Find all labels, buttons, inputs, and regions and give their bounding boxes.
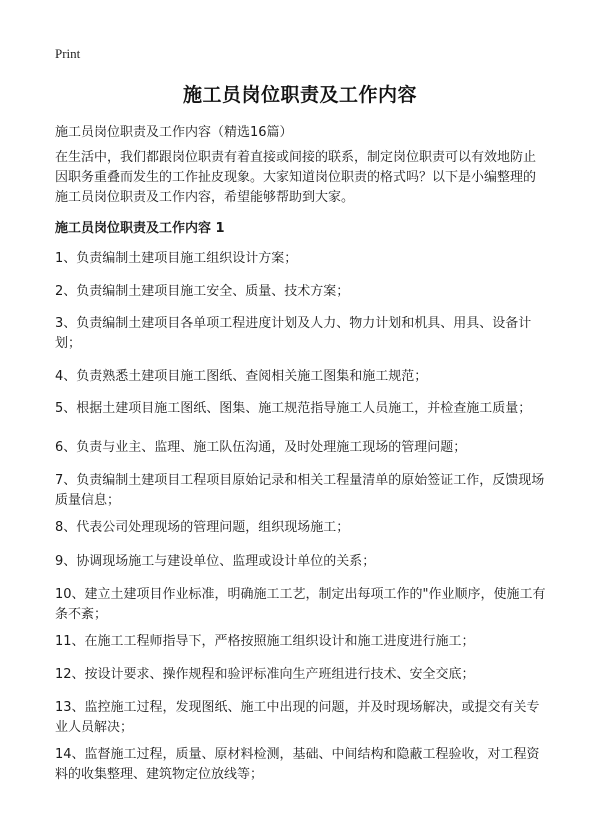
list-item: 11、在施工工程师指导下，严格按照施工组织设计和施工进度进行施工；: [55, 634, 475, 649]
list-item: 12、按设计要求、操作规程和验评标准向生产班组进行技术、安全交底；: [55, 667, 475, 682]
document-subtitle: 施工员岗位职责及工作内容（精选16篇）: [55, 125, 293, 140]
list-item: 2、负责编制土建项目施工安全、质量、技术方案；: [55, 284, 350, 299]
page-title: 施工员岗位职责及工作内容: [182, 84, 417, 106]
list-item: 3、负责编制土建项目各单项工程进度计划及人力、物力计划和机具、用具、设备计划；: [55, 316, 532, 351]
list-item: 7、负责编制土建项目工程项目原始记录和相关工程量清单的原始签证工作，反馈现场质量信息；: [55, 473, 545, 508]
list-item: 10、建立土建项目作业标准，明确施工工艺，制定出每项工作的"作业顺序，使施工有条不紊；: [55, 587, 546, 622]
list-item: 6、负责与业主、监理、施工队伍沟通，及时处理施工现场的管理问题；: [55, 440, 467, 455]
intro-paragraph: 在生活中，我们都跟岗位职责有着直接或间接的联系，制定岗位职责可以有效地防止因职务重叠而发生的工作扯皮现象。大家知道岗位职责的格式吗？以下是小编整理的施工员岗位职责及工作内容，希望能够帮助到大家。: [55, 150, 537, 205]
list-item: 8、代表公司处理现场的管理问题，组织现场施工；: [55, 520, 350, 535]
list-item: 9、协调现场施工与建设单位、监理或设计单位的关系；: [55, 554, 376, 569]
list-item: 1、负责编制土建项目施工组织设计方案；: [55, 251, 298, 266]
section-heading: 施工员岗位职责及工作内容 1: [55, 221, 225, 236]
print-link[interactable]: Print: [55, 46, 81, 61]
list-item: 5、根据土建项目施工图纸、图集、施工规范指导施工人员施工，并检查施工质量；: [55, 401, 532, 416]
list-item: 14、监督施工过程，质量、原材料检测，基础、中间结构和隐蔽工程验收，对工程资料的收集整理、建筑物定位放线等；: [55, 747, 540, 782]
list-item: 13、监控施工过程，发现图纸、施工中出现的问题，并及时现场解决，或提交有关专业人员解决；: [55, 700, 540, 735]
list-item: 4、负责熟悉土建项目施工图纸、查阅相关施工图集和施工规范；: [55, 369, 428, 384]
